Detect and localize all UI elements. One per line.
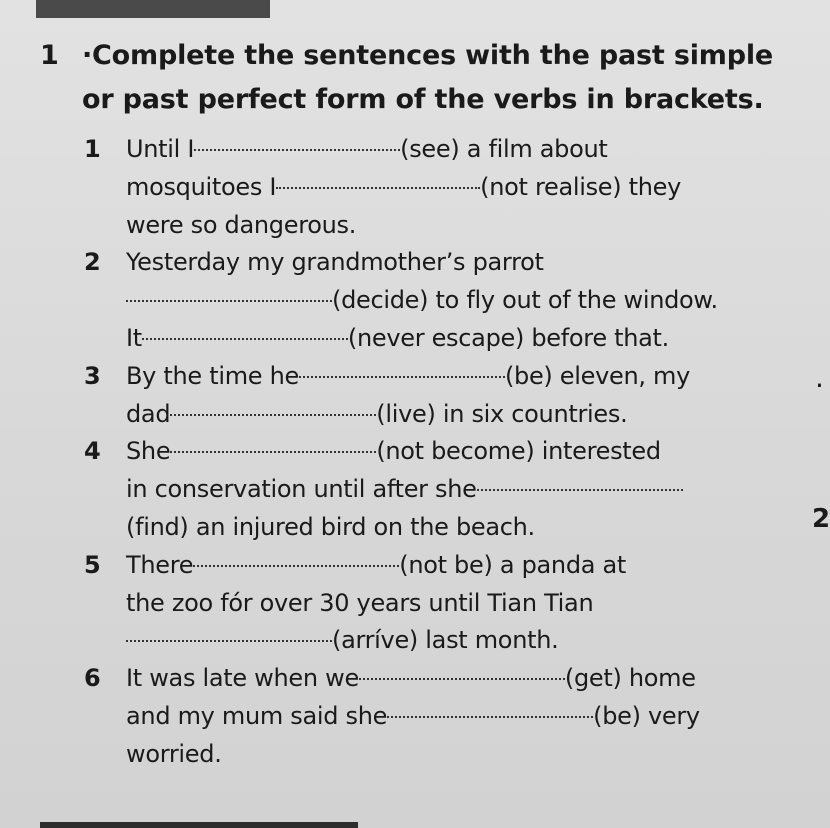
sentence-line [126,660,784,698]
sentence-text: (get) home [564,664,696,693]
sentence-text: (decide) to fly out of the window. [332,286,718,315]
sentence-line [126,358,784,396]
sentence-item [84,244,784,357]
sentence-text: It [126,323,142,352]
answer-blank[interactable] [170,451,376,453]
sentence-text: (see) a film about [400,135,608,163]
sentence-line [126,509,784,547]
answer-blank[interactable] [387,716,593,718]
sentence-text: were so dangerous. [126,210,357,239]
sentence-line [126,207,784,245]
sentence-text: Until I [126,135,195,163]
sentence-item [84,547,784,660]
sentence-list [84,131,784,774]
sentence-text: By the time he [126,361,299,390]
sentence-line [126,131,784,169]
sentence-text: Yesterday my grandmother’s parrot [126,248,544,277]
answer-blank[interactable] [193,565,399,567]
sentence-item [84,433,784,546]
margin-exercise-number: 2 [812,504,830,534]
sentence-line [126,169,784,207]
answer-blank[interactable] [142,338,348,340]
sentence-number: 6 [84,664,101,693]
sentence-line [126,736,784,774]
sentence-text: the zoo fór over 30 years until Tian Tian [126,588,594,617]
section-header-tab [36,0,270,18]
margin-dot: . [815,361,824,394]
sentence-item [84,358,784,434]
sentence-number: 5 [84,550,101,579]
sentence-item [84,131,784,244]
sentence-line [126,282,784,320]
sentence-text: (be) eleven, my [504,361,691,390]
sentence-text: (live) in six countries. [376,399,628,428]
answer-blank[interactable] [359,678,565,680]
next-section-tab [40,822,358,828]
sentence-text: mosquitoes I [126,172,277,201]
exercise-instruction: ·Complete the sentences with the past simple or past perfect form of the verbs in brackets. [82,40,773,115]
sentence-number: 4 [84,437,101,466]
sentence-text: (not be) a panda at [399,550,627,579]
sentence-text: She [126,437,171,466]
sentence-text: (be) very [593,701,700,730]
sentence-text: (arríve) last month. [332,626,559,655]
answer-blank[interactable] [126,640,332,642]
sentence-text: (not become) interested [376,437,661,466]
answer-blank[interactable] [126,300,332,302]
answer-blank[interactable] [170,414,376,416]
sentence-text: and my mum said she [126,701,388,730]
sentence-item [84,660,784,773]
sentence-line [126,320,784,358]
sentence-text: It was late when we [126,664,359,693]
sentence-text: (not realise) they [480,172,682,201]
sentence-line [126,244,784,282]
sentence-text: (never escape) before that. [347,323,669,352]
exercise-number: 1 [40,40,59,71]
sentence-line [126,471,784,509]
sentence-text: worried. [126,739,222,768]
sentence-line [126,698,784,736]
answer-blank[interactable] [299,376,505,378]
sentence-line [126,396,784,434]
answer-blank[interactable] [276,187,480,189]
sentence-line [126,622,784,660]
sentence-number: 2 [84,248,101,277]
sentence-line [126,433,784,471]
sentence-text: dad [126,399,171,428]
sentence-text: in conservation until after she [126,475,477,504]
sentence-number: 1 [84,135,101,163]
sentence-text: (find) an injured bird on the beach. [126,512,535,541]
sentence-line [126,585,784,623]
sentence-text: There [126,550,194,579]
sentence-line [126,547,784,585]
sentence-number: 3 [84,361,101,390]
answer-blank[interactable] [194,149,400,151]
answer-blank[interactable] [477,489,683,491]
